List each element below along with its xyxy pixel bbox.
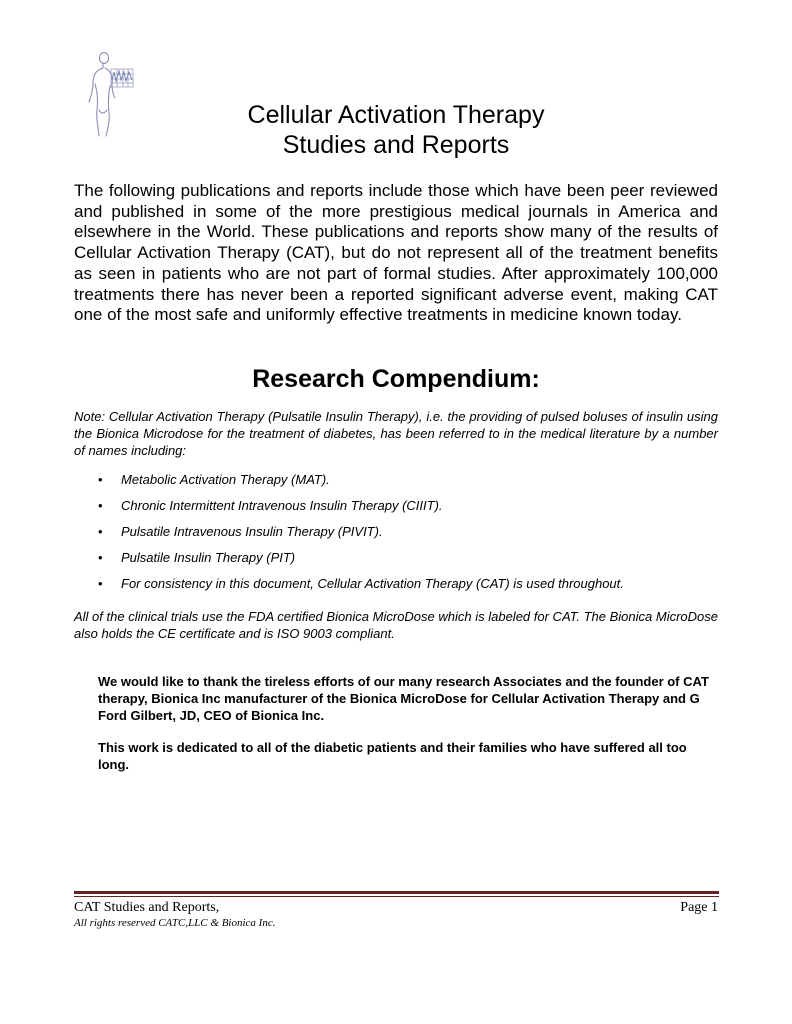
page-title xyxy=(74,100,718,160)
bullet-icon: • xyxy=(98,498,103,513)
intro-paragraph: The following publications and reports include those which have been peer reviewed and published in some of the more prestigious medical journals in America and elsewhere in the World. These publications and reports show many of the results of Cellular Activation Therapy (CAT), but do not represent all of the treatment benefits as seen in patients who are not part of formal studies. After approximately 100,000 treatments there has never been a reported significant adverse event, making CAT one of the most safe and uniformly effective treatments in medicine known today. xyxy=(74,181,718,325)
bullet-icon: • xyxy=(98,576,103,591)
title-line-1: Cellular Activation Therapy xyxy=(247,101,545,129)
note-paragraph: Note: Cellular Activation Therapy (Pulsatile Insulin Therapy), i.e. the providing of pulsed boluses of insulin using the Bionica Microdose for the treatment of diabetes, has been referred to in the medical literature by a number of names including: xyxy=(74,409,718,458)
bullet-icon: • xyxy=(98,472,103,487)
bullet-icon: • xyxy=(98,550,103,565)
list-item xyxy=(74,548,718,574)
section-heading: Research Compendium: xyxy=(252,365,540,393)
footer-copyright: All rights reserved CATC,LLC & Bionica Inc. xyxy=(74,917,276,929)
list-item-text: Chronic Intermittent Intravenous Insulin Therapy (CIIIT). xyxy=(121,498,443,513)
names-list xyxy=(74,470,718,600)
list-item xyxy=(74,574,718,600)
list-item xyxy=(74,496,718,522)
list-item-text: Pulsatile Insulin Therapy (PIT) xyxy=(121,550,296,565)
footer-rule-thin xyxy=(74,896,719,897)
acknowledgement-paragraph: We would like to thank the tireless efforts of our many research Associates and the founder of CAT therapy, Bionica Inc manufacturer of the Bionica MicroDose for Cellular Activation Therapy and G Ford Gilbert, JD, CEO of Bionica Inc. xyxy=(98,674,709,723)
list-item-text: Pulsatile Intravenous Insulin Therapy (PIVIT). xyxy=(121,524,383,539)
list-item-text: For consistency in this document, Cellular Activation Therapy (CAT) is used throughout. xyxy=(121,576,624,591)
dedication-paragraph: This work is dedicated to all of the diabetic patients and their families who have suffered all too long. xyxy=(98,740,687,772)
page-number: Page 1 xyxy=(680,900,718,915)
fda-paragraph: All of the clinical trials use the FDA certified Bionica MicroDose which is labeled for CAT. The Bionica MicroDose also holds the CE certificate and is ISO 9003 compliant. xyxy=(74,609,719,641)
list-item xyxy=(74,522,718,548)
footer-rule xyxy=(74,891,719,894)
title-line-2: Studies and Reports xyxy=(282,131,510,159)
list-item-text: Metabolic Activation Therapy (MAT). xyxy=(121,472,330,487)
list-item xyxy=(74,470,718,496)
footer-title: CAT Studies and Reports, xyxy=(74,900,220,915)
bullet-icon: • xyxy=(98,524,103,539)
